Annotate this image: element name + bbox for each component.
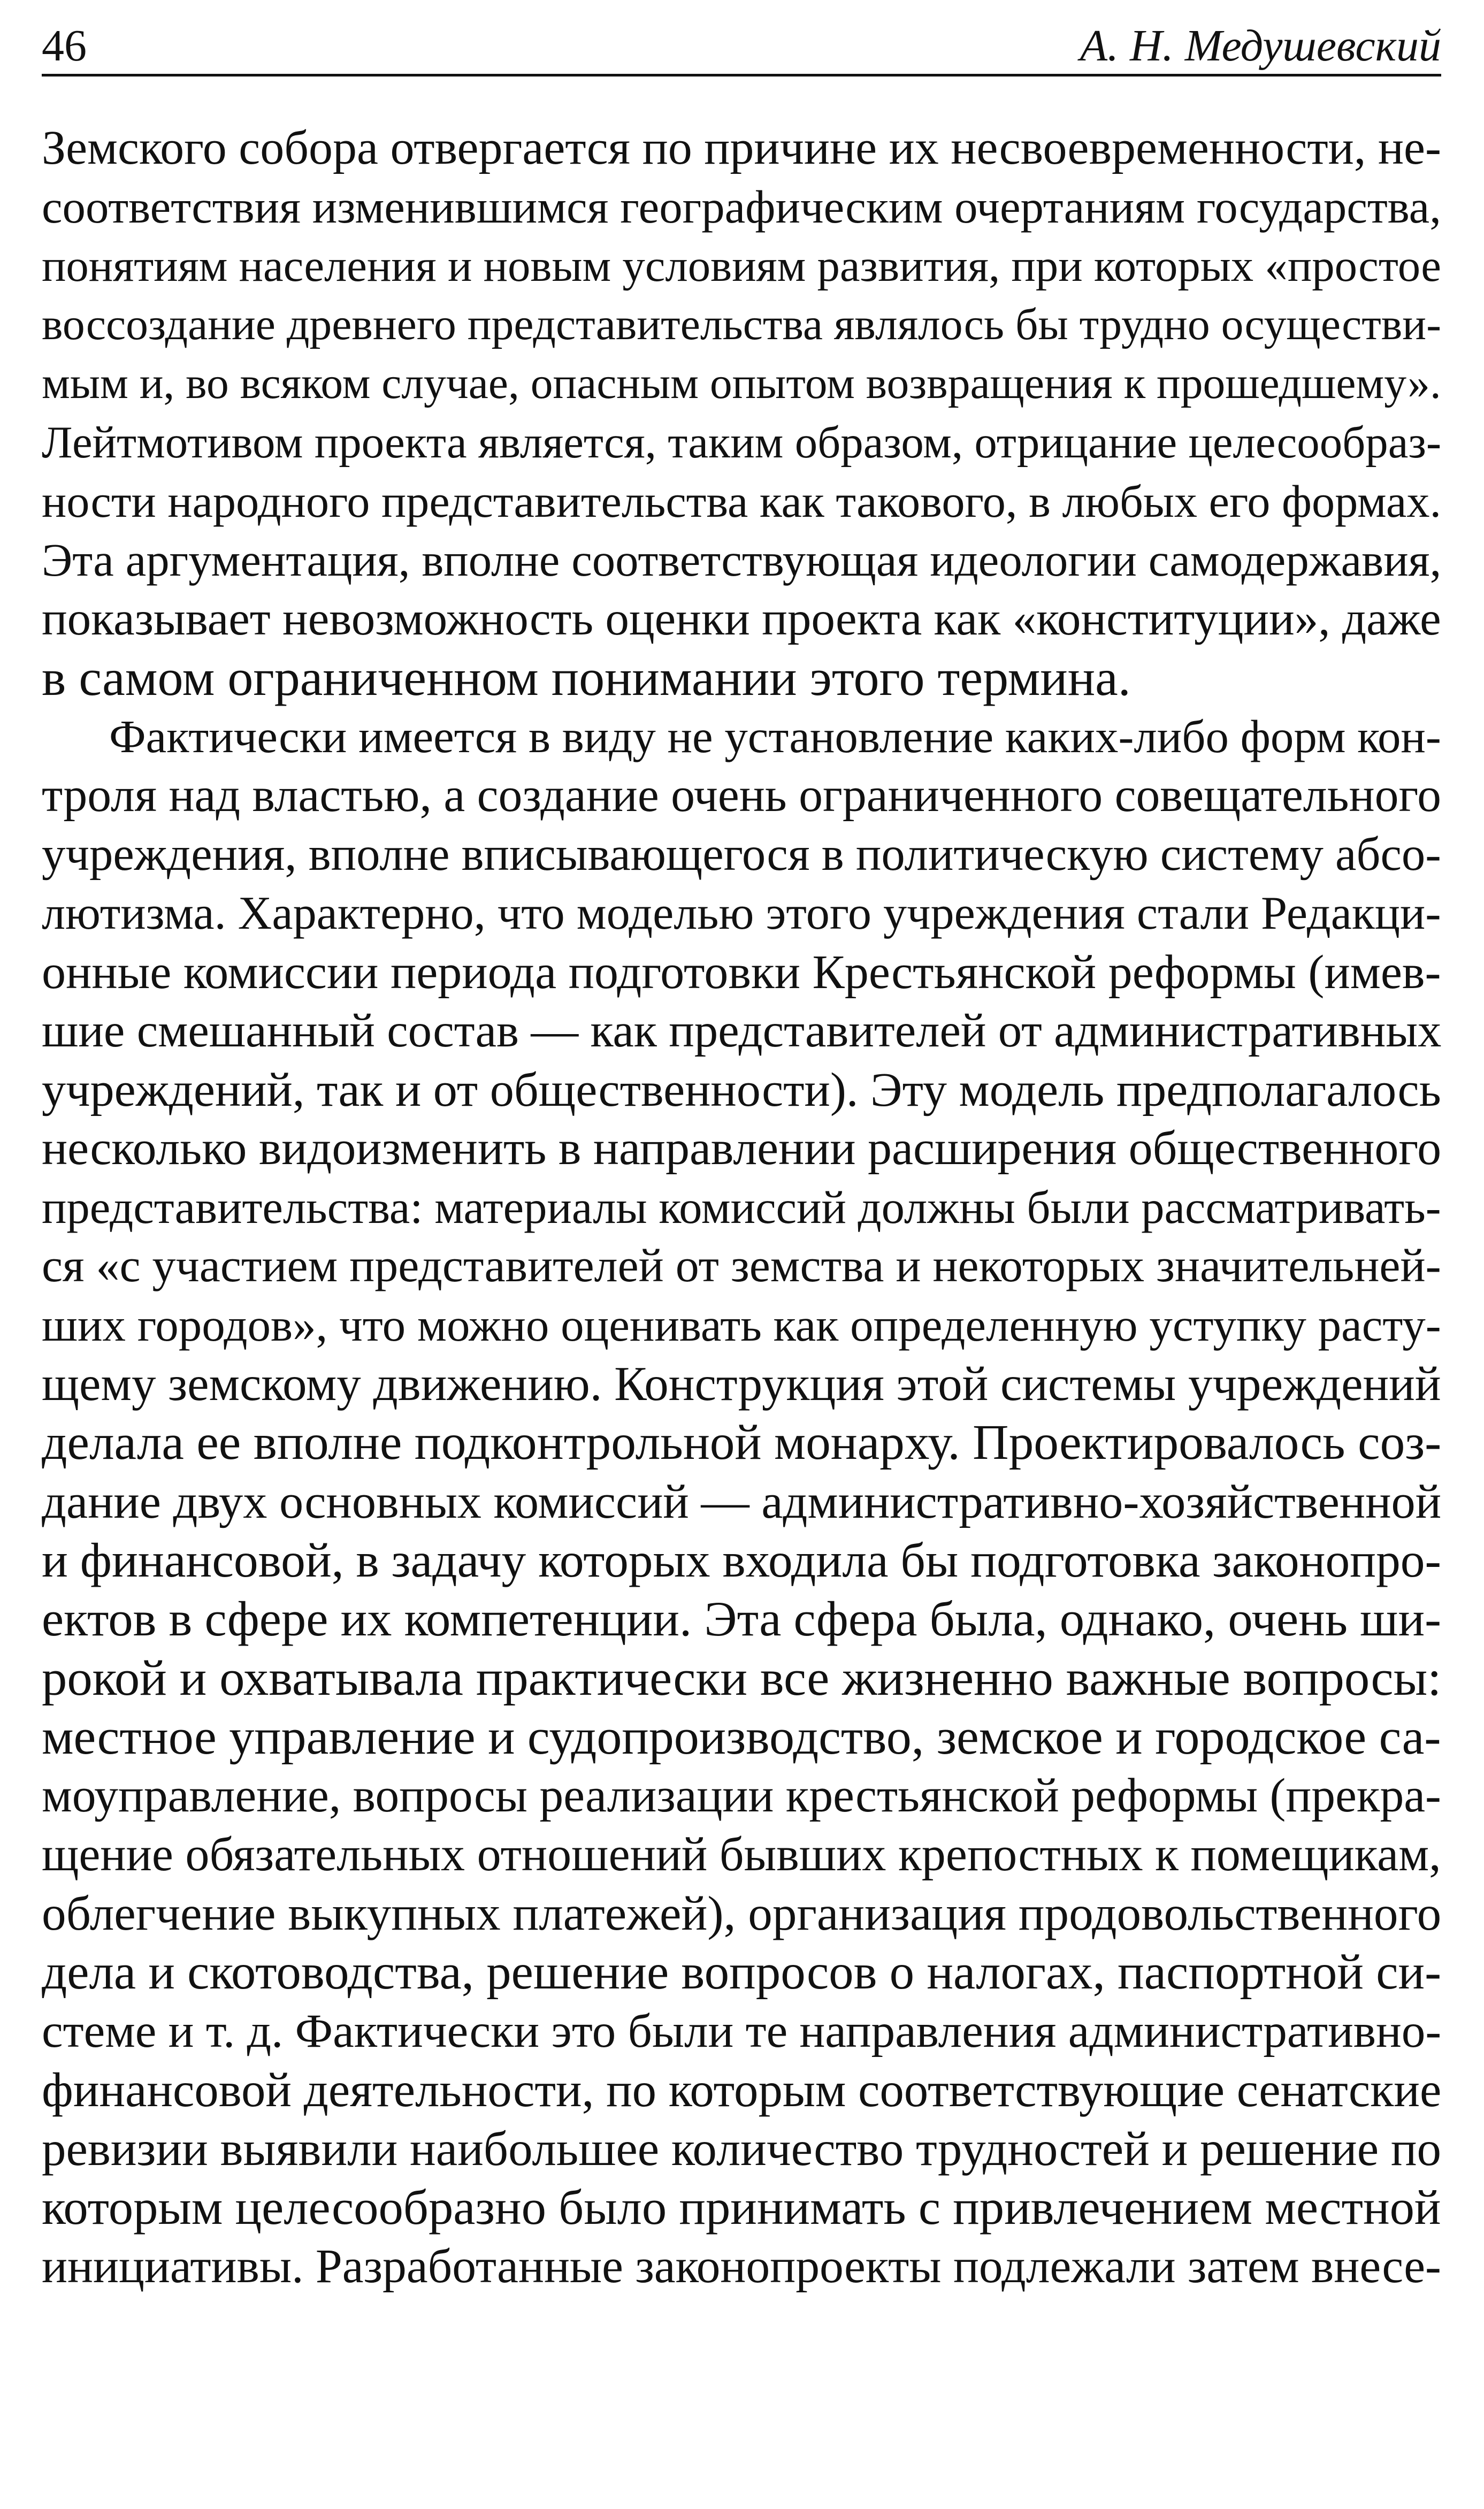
text-line: троля над властью, а создание очень ограниченного совещательного <box>42 769 1441 822</box>
text-line: учреждений, так и от общественности). Эту модель предполагалось <box>42 1063 1441 1116</box>
text-line: ших городов», что можно оценивать как определенную уступку расту- <box>42 1299 1441 1351</box>
text-line: воссоздание древнего представительства являлось бы трудно осуществи- <box>42 300 1441 349</box>
text-line: онные комиссии периода подготовки Крестьянской реформы (имев- <box>42 945 1441 999</box>
body-text <box>42 119 1441 2296</box>
text-line: соответствия изменившимся географическим очертаниям государства, <box>42 181 1441 233</box>
paragraph <box>42 707 1441 2296</box>
text-line: инициативы. Разработанные законопроекты подлежали затем внесе- <box>42 2240 1441 2293</box>
text-line: шие смешанный состав — как представителей от административных <box>42 1005 1442 1057</box>
text-line: ревизии выявили наибольшее количество трудностей и решение по <box>42 2122 1442 2176</box>
text-line: дание двух основных комиссий — административно-хозяйственной <box>42 1474 1442 1528</box>
page-number: 46 <box>42 21 87 71</box>
text-line: в самом ограниченном понимании этого термина. <box>42 649 1131 706</box>
text-line: местное управление и судопроизводство, земское и городское са- <box>42 1709 1441 1765</box>
text-line: учреждения, вполне вписывающегося в политическую систему абсо- <box>42 828 1441 881</box>
text-line: понятиям населения и новым условиям развития, при которых «простое <box>42 241 1441 291</box>
text-line: делала ее вполне подконтрольной монарху. Проектировалось соз- <box>42 1415 1442 1470</box>
text-line: Земского собора отвергается по причине их несвоевременности, не- <box>42 121 1441 174</box>
text-line: несколько видоизменить в направлении расширения общественного <box>42 1122 1442 1175</box>
paragraph <box>42 119 1441 707</box>
text-line: Эта аргументация, вполне соответствующая идеологии самодержавия, <box>42 534 1442 586</box>
text-line: моуправление, вопросы реализации крестьянской реформы (прекра- <box>42 1769 1441 1822</box>
text-line: и финансовой, в задачу которых входила бы подготовка законопро- <box>42 1533 1441 1587</box>
text-line: Фактически имеется в виду не установление каких-либо форм кон- <box>109 711 1441 762</box>
text-line: Лейтмотивом проекта является, таким образом, отрицание целесообраз- <box>42 417 1442 468</box>
text-line: щение обязательных отношений бывших крепостных к помещикам, <box>42 1828 1441 1881</box>
text-line: мым и, во всяком случае, опасным опытом возвращения к прошедшему». <box>42 359 1441 408</box>
text-line: облегчение выкупных платежей), организация продовольственного <box>42 1886 1442 1940</box>
text-line: лютизма. Характерно, что моделью этого учреждения стали Редакци- <box>42 887 1441 939</box>
text-line: стеме и т. д. Фактически это были те направления административно- <box>42 2005 1442 2057</box>
text-line: финансовой деятельности, по которым соответствующие сенатские <box>42 2063 1442 2117</box>
text-line: ности народного представительства как такового, в любых его формах. <box>42 476 1442 527</box>
text-line: показывает невозможность оценки проекта как «конституции», даже <box>42 593 1441 645</box>
running-head <box>42 15 1441 77</box>
text-line: щему земскому движению. Конструкция этой системы учреждений <box>42 1357 1441 1411</box>
text-line: ектов в сфере их компетенции. Эта сфера была, однако, очень ши- <box>42 1592 1441 1647</box>
text-line: рокой и охватывала практически все жизненно важные вопросы: <box>42 1650 1442 1706</box>
text-line: дела и скотоводства, решение вопросов о налогах, паспортной си- <box>42 1945 1442 2000</box>
text-line: представительства: материалы комиссий должны были рассматривать- <box>42 1182 1441 1233</box>
text-line: которым целесообразно было принимать с привлечением местной <box>42 2180 1441 2235</box>
running-head-author: А. Н. Медушевский <box>1080 21 1441 71</box>
text-line: ся «с участием представителей от земства и некоторых значительней- <box>42 1240 1441 1292</box>
